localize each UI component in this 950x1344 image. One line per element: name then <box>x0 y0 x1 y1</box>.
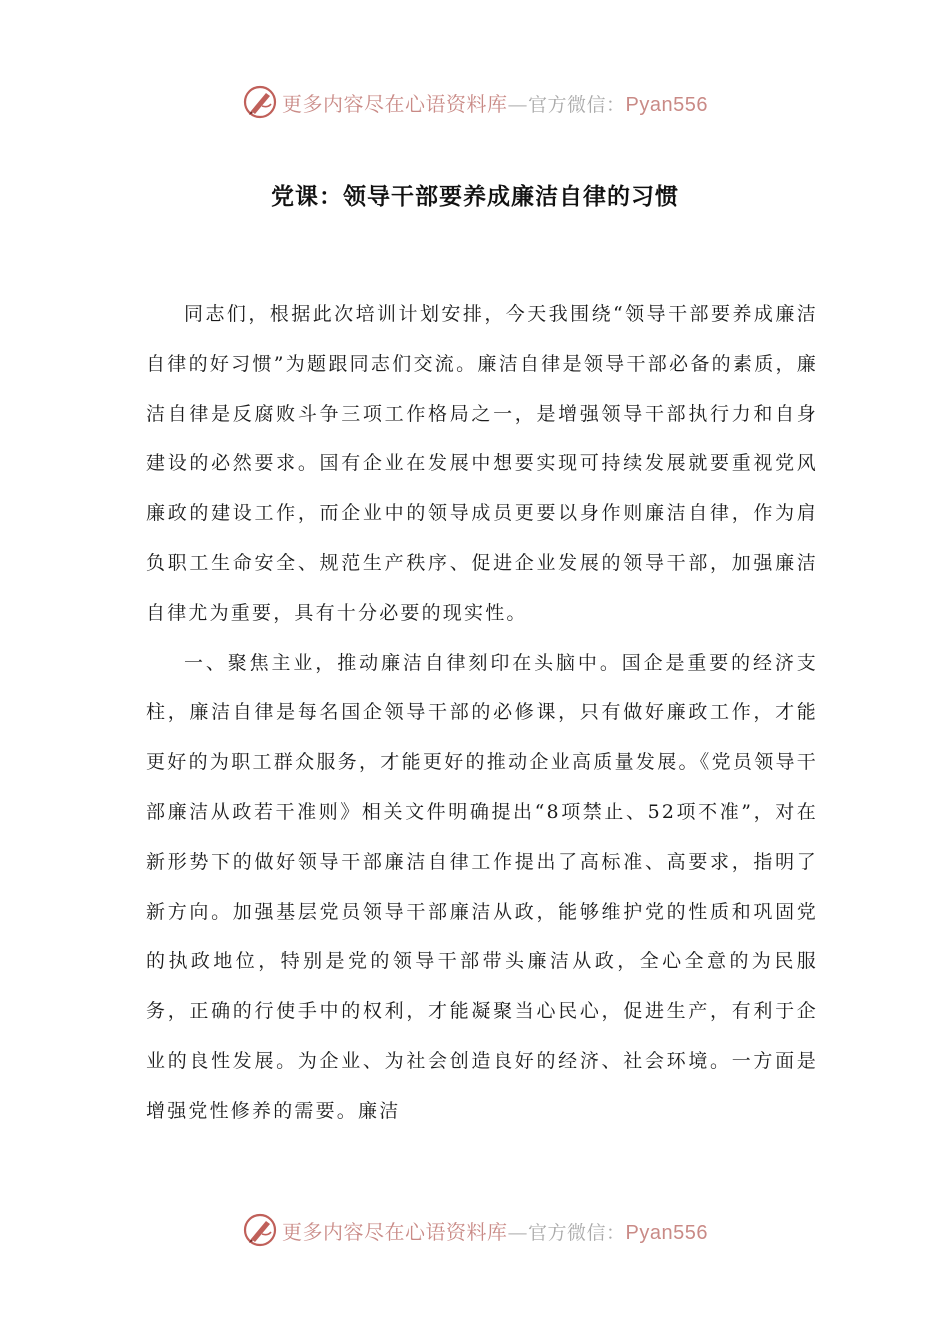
banner-prefix: 更多内容尽在心语资料库 <box>282 1219 508 1244</box>
banner-dash: — <box>507 91 528 116</box>
pen-logo-icon <box>242 1212 278 1248</box>
banner-dash: — <box>507 1219 528 1244</box>
banner-wechat-id: Pyan556 <box>625 93 708 116</box>
pen-logo-icon <box>242 84 278 120</box>
header-banner <box>0 80 950 124</box>
banner-prefix: 更多内容尽在心语资料库 <box>282 91 508 116</box>
paragraph-section-one: 一、聚焦主业，推动廉洁自律刻印在头脑中。国企是重要的经济支柱，廉洁自律是每名国企领导干部的必修课，只有做好廉政工作，才能更好的为职工群众服务，才能更好的推动企业高质量发展。《党员领导干部廉洁从政若干准则》相关文件明确提出“8项禁止、52项不准”，对在新形势下的做好领导干部廉洁自律工作提出了高标准、高要求，指明了新方向。加强基层党员领导干部廉洁从政，能够维护党的性质和巩固党的执政地位，特别是党的领导干部带头廉洁从政，全心全意的为民服务，正确的行使手中的权利，才能凝聚当心民心，促进生产，有利于企业的良性发展。为企业、为社会创造良好的经济、社会环境。一方面是增强党性修养的需要。廉洁 <box>146 651 818 1122</box>
banner-wechat-label: 官方微信： <box>528 1221 626 1244</box>
paragraph-intro: 同志们，根据此次培训计划安排，今天我围绕“领导干部要养成廉洁自律的好习惯”为题跟同志们交流。廉洁自律是领导干部必备的素质，廉洁自律是反腐败斗争三项工作格局之一，是增强领导干部执行力和自身建设的必然要求。国有企业在发展中想要实现可持续发展就要重视党风廉政的建设工作，而企业中的领导成员更要以身作则廉洁自律，作为肩负职工生命安全、规范生产秩序、促进企业发展的领导干部，加强廉洁自律尤为重要，具有十分必要的现实性。 <box>146 303 818 624</box>
banner-text <box>282 1216 708 1245</box>
banner-wechat-label: 官方微信： <box>528 93 626 116</box>
document-title: 党课：领导干部要养成廉洁自律的习惯 <box>271 184 679 210</box>
document-body <box>146 290 818 1137</box>
footer-banner <box>0 1208 950 1252</box>
banner-wechat-id: Pyan556 <box>625 1221 708 1244</box>
banner-text <box>282 88 708 117</box>
